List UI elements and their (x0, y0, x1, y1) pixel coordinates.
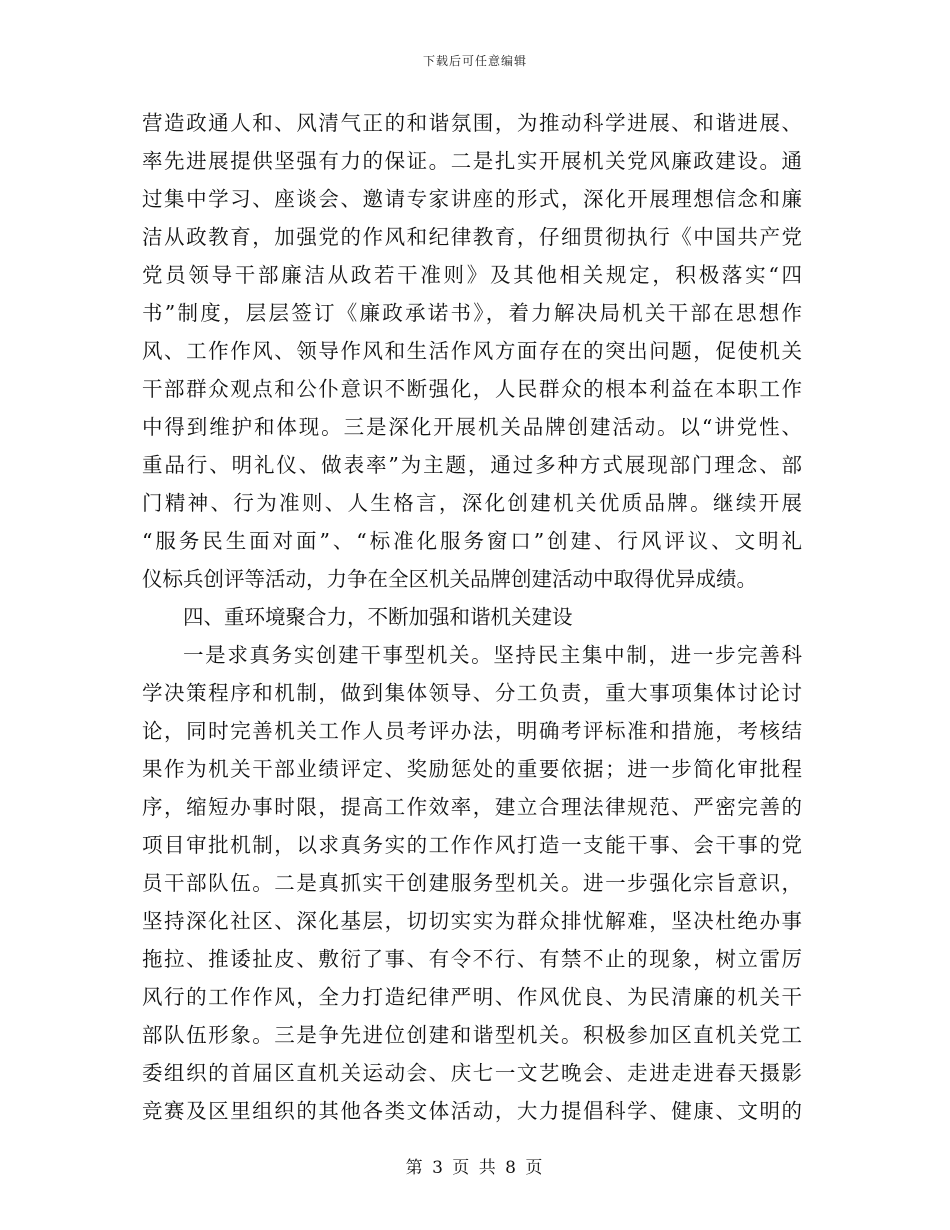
body-line: 拖拉、推诿扯皮、敷衍了事、有令不行、有禁不止的现象，树立雷厉 (142, 947, 802, 971)
body-line: 坚持深化社区、深化基层，切切实实为群众排忧解难，坚决杜绝办事 (142, 909, 802, 933)
body-line: 洁从政教育，加强党的作风和纪律教育，仔细贯彻执行《中国共产党 (142, 225, 802, 249)
body-line: 部队伍形象。三是争先进位创建和谐型机关。积极参加区直机关党工 (142, 1023, 802, 1047)
body-line: 率先进展提供坚强有力的保证。二是扎实开展机关党风廉政建设。通 (142, 149, 802, 173)
body-line: 中得到维护和体现。三是深化开展机关品牌创建活动。以“讲党性、 (142, 415, 802, 439)
body-line: 竞赛及区里组织的其他各类文体活动，大力提倡科学、健康、文明的 (142, 1099, 802, 1123)
body-line: 风、工作作风、领导作风和生活作风方面存在的突出问题，促使机关 (142, 339, 802, 363)
body-line: 营造政通人和、风清气正的和谐氛围，为推动科学进展、和谐进展、 (142, 111, 802, 135)
body-line: 干部群众观点和公仆意识不断强化，人民群众的根本利益在本职工作 (142, 377, 802, 401)
body-line: 员干部队伍。二是真抓实干创建服务型机关。进一步强化宗旨意识， (142, 871, 802, 895)
body-line: 重品行、明礼仪、做表率”为主题，通过多种方式展现部门理念、部 (142, 453, 802, 477)
body-line: 仪标兵创评等活动，力争在全区机关品牌创建活动中取得优异成绩。 (142, 567, 757, 591)
body-line: 学决策程序和机制，做到集体领导、分工负责，重大事项集体讨论讨 (142, 681, 802, 705)
section-heading: 四、重环境聚合力，不断加强和谐机关建设 (183, 605, 573, 629)
body-line: 过集中学习、座谈会、邀请专家讲座的形式，深化开展理想信念和廉 (142, 187, 802, 211)
page-number-footer: 第 3 页 共 8 页 (405, 1158, 545, 1178)
body-line: 委组织的首届区直机关运动会、庆七一文艺晚会、走进走进春天摄影 (142, 1061, 802, 1085)
body-line: “服务民生面对面”、“标准化服务窗口”创建、行风评议、文明礼 (142, 529, 802, 553)
body-line: 党员领导干部廉洁从政若干准则》及其他相关规定，积极落实“四 (142, 263, 802, 287)
body-line: 书”制度，层层签订《廉政承诺书》，着力解决局机关干部在思想作 (142, 301, 802, 325)
page-header: 下载后可任意编辑 (422, 54, 527, 68)
body-line: 果作为机关干部业绩评定、奖励惩处的重要依据；进一步简化审批程 (142, 757, 802, 781)
body-line: 项目审批机制，以求真务实的工作作风打造一支能干事、会干事的党 (142, 833, 802, 857)
body-line: 序，缩短办事时限，提高工作效率，建立合理法律规范、严密完善的 (142, 795, 802, 819)
body-line: 门精神、行为准则、人生格言，深化创建机关优质品牌。继续开展 (142, 491, 802, 515)
body-line: 论，同时完善机关工作人员考评办法，明确考评标准和措施，考核结 (142, 719, 802, 743)
body-line: 一是求真务实创建干事型机关。坚持民主集中制，进一步完善科 (183, 643, 802, 667)
body-line: 风行的工作作风，全力打造纪律严明、作风优良、为民清廉的机关干 (142, 985, 802, 1009)
document-body (142, 104, 802, 1130)
